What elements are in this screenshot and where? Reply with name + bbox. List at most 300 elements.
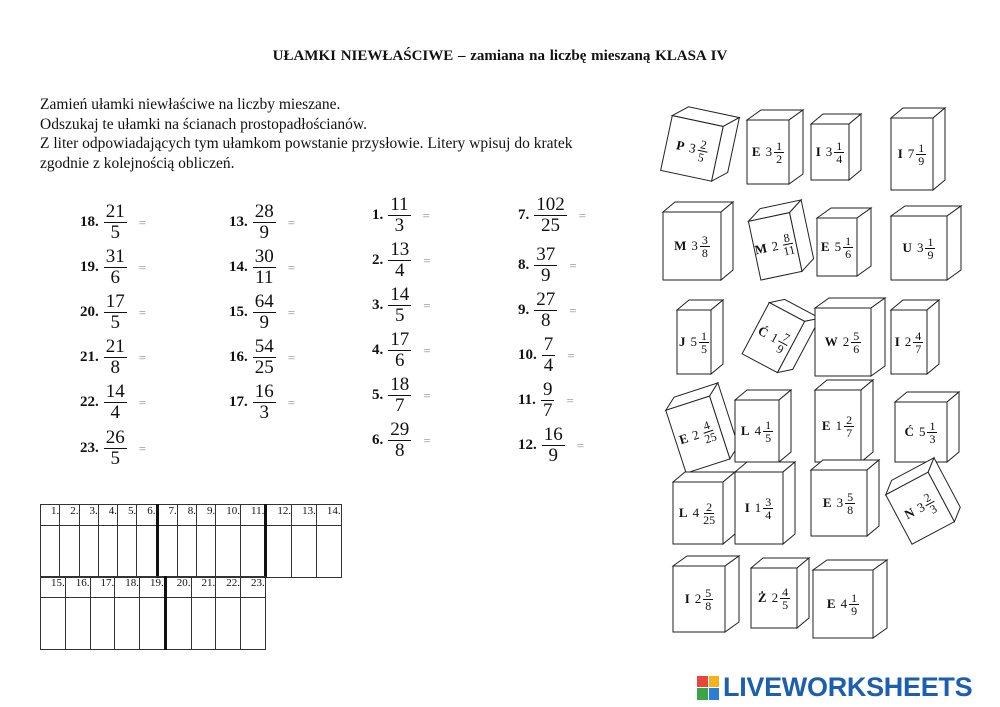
cuboid-face — [663, 212, 721, 280]
mixed-whole: 2 — [904, 334, 912, 349]
fraction-numerator: 21 — [105, 201, 125, 222]
answer-letter-input[interactable] — [159, 526, 177, 577]
mixed-whole: 1 — [754, 500, 762, 515]
mixed-whole: 2 — [690, 426, 702, 443]
fraction-numerator: 4 — [782, 584, 789, 599]
fraction-numerator: 14 — [105, 381, 125, 402]
mixed-whole: 1 — [768, 329, 782, 346]
cuboid-letter: I — [684, 591, 690, 606]
answer-letter-input[interactable] — [317, 526, 341, 577]
fraction-numerator: 9 — [542, 379, 553, 400]
cuboid — [663, 202, 733, 280]
cuboid-face — [891, 310, 927, 374]
mixed-whole: 4 — [840, 596, 848, 611]
mixed-fraction — [913, 330, 923, 355]
page-title: UŁAMKI NIEWŁAŚCIWE – zamiana na liczbę mieszaną KLASA IV — [272, 48, 728, 64]
improper-fraction — [534, 290, 557, 331]
improper-fraction — [253, 337, 276, 378]
improper-fraction — [542, 335, 556, 376]
answer-cell-label: 20. — [165, 577, 191, 598]
mixed-whole: 4 — [754, 423, 762, 438]
answer-cell-label: 23. — [241, 577, 266, 598]
fraction-numerator: 1 — [927, 234, 934, 249]
problem-item — [518, 245, 577, 286]
cuboid-face — [895, 402, 947, 462]
equals-sign: = — [423, 342, 431, 358]
equals-sign: = — [138, 214, 147, 230]
fraction-numerator: 5 — [847, 489, 854, 504]
fraction-denominator: 9 — [259, 222, 269, 243]
cuboid-letter: N — [901, 504, 918, 523]
improper-fraction — [104, 292, 127, 333]
cuboid-letter: I — [894, 334, 900, 349]
fraction-denominator: 7 — [395, 395, 405, 416]
mixed-fraction — [763, 419, 773, 444]
mixed-whole: 3 — [914, 499, 928, 516]
improper-fraction — [104, 428, 127, 469]
answer-letter-input[interactable] — [178, 526, 196, 577]
cuboid-face — [891, 216, 947, 280]
fraction-numerator: 11 — [390, 194, 409, 215]
fraction-numerator: 1 — [701, 328, 707, 343]
cuboid-letter: Ż — [757, 590, 767, 605]
problem-item — [80, 337, 146, 378]
answer-box — [191, 598, 216, 650]
mixed-fraction — [703, 587, 713, 612]
improper-fraction — [253, 202, 276, 243]
problem-number: 20. — [80, 304, 99, 320]
equals-sign: = — [566, 392, 574, 408]
cuboid — [663, 383, 742, 473]
problem-item — [372, 420, 431, 461]
fraction-denominator: 9 — [851, 603, 858, 618]
fraction-denominator: 2 — [776, 151, 783, 166]
answer-cell-label: 7. — [157, 505, 177, 526]
cuboid — [661, 104, 740, 184]
problem-number: 5. — [372, 387, 384, 403]
problem-item — [80, 382, 146, 423]
fraction-numerator: 1 — [845, 233, 852, 248]
improper-fraction — [388, 195, 410, 236]
mixed-fraction — [763, 496, 773, 521]
fraction-denominator: 9 — [918, 153, 925, 168]
answer-letter-input[interactable] — [60, 526, 78, 577]
fraction-numerator: 1 — [929, 418, 936, 433]
fraction-denominator: 3 — [394, 215, 405, 236]
fraction-numerator: 4 — [701, 417, 712, 433]
problem-number: 9. — [518, 302, 530, 318]
answer-box — [79, 526, 98, 578]
fraction-numerator: 102 — [536, 194, 565, 215]
fraction-numerator: 17 — [105, 291, 125, 312]
answer-box — [165, 598, 191, 650]
answer-box — [216, 526, 241, 578]
cuboid — [895, 392, 959, 462]
equals-sign: = — [138, 259, 147, 275]
fraction-numerator: 27 — [536, 289, 556, 310]
answer-cell-label: 17. — [90, 577, 115, 598]
mixed-fraction — [834, 140, 844, 165]
fraction-numerator: 5 — [705, 585, 712, 600]
cuboid — [677, 300, 723, 374]
cuboid-face — [817, 218, 857, 276]
answer-letter-input[interactable] — [80, 526, 98, 577]
cuboid-letter: E — [822, 495, 832, 510]
fraction-denominator: 5 — [782, 597, 789, 612]
cuboid-face — [815, 308, 871, 376]
answer-letter-input[interactable] — [41, 598, 65, 649]
fraction-numerator: 30 — [254, 246, 274, 267]
cuboid-face — [813, 570, 873, 638]
cuboid — [673, 472, 735, 544]
equals-sign: = — [569, 257, 577, 273]
answer-cell-label: 5. — [118, 505, 137, 526]
fraction-numerator: 2 — [846, 412, 853, 427]
problem-number: 23. — [80, 440, 99, 456]
answer-letter-input[interactable] — [91, 598, 115, 649]
cuboid-face — [815, 390, 861, 462]
problem-number: 11. — [518, 392, 536, 408]
fraction-denominator: 3 — [927, 501, 940, 517]
answer-cell-label: 2. — [60, 505, 79, 526]
answer-letter-input[interactable] — [137, 526, 155, 577]
fraction-numerator: 1 — [765, 417, 772, 432]
problem-item — [518, 195, 586, 236]
mixed-fraction — [843, 235, 853, 260]
problem-item — [372, 375, 431, 416]
fraction-numerator: 2 — [699, 136, 709, 152]
problem-number: 18. — [80, 214, 99, 230]
problem-item — [229, 337, 295, 378]
answer-box — [98, 526, 117, 578]
fraction-denominator: 8 — [541, 310, 551, 331]
equals-sign: = — [423, 297, 431, 313]
problem-item — [518, 380, 574, 421]
problem-item — [80, 247, 146, 288]
equals-sign: = — [578, 207, 587, 223]
answer-letter-input[interactable] — [216, 598, 240, 649]
mixed-whole: 2 — [771, 590, 779, 605]
answer-cell-label: 16. — [65, 577, 90, 598]
answer-letter-input[interactable] — [115, 598, 139, 649]
equals-sign: = — [287, 214, 296, 230]
answer-letter-input[interactable] — [66, 598, 90, 649]
fraction-denominator: 5 — [110, 222, 120, 243]
fraction-denominator: 8 — [395, 440, 405, 461]
answer-letter-input[interactable] — [241, 598, 265, 649]
answer-cell-label: 18. — [115, 577, 140, 598]
problem-number: 22. — [80, 394, 99, 410]
problem-item — [372, 330, 431, 371]
fraction-denominator: 3 — [259, 402, 269, 423]
fraction-denominator: 8 — [701, 245, 708, 260]
problem-number: 14. — [229, 259, 248, 275]
equals-sign: = — [423, 252, 431, 268]
mixed-fraction — [845, 491, 855, 516]
fraction-numerator: 1 — [776, 138, 783, 153]
fraction-denominator: 6 — [395, 350, 405, 371]
problem-item — [229, 292, 295, 333]
cuboid — [811, 460, 879, 536]
cuboid — [742, 294, 820, 378]
fraction-denominator: 9 — [541, 265, 551, 286]
answer-letter-input[interactable] — [197, 526, 215, 577]
fraction-numerator: 21 — [105, 336, 125, 357]
equals-sign: = — [138, 440, 147, 456]
instruction-line: Z liter odpowiadających tym ułamkom powstanie przysłowie. Litery wpisuj do kratek — [40, 135, 573, 152]
cuboid-letter: E — [820, 239, 830, 254]
fraction-numerator: 37 — [536, 244, 556, 265]
mixed-whole: 2 — [694, 591, 702, 606]
problem-item — [518, 290, 577, 331]
mixed-fraction — [844, 414, 854, 439]
fraction-denominator: 6 — [845, 246, 852, 261]
problem-number: 4. — [372, 342, 384, 358]
cuboid-letter: M — [753, 240, 769, 258]
answer-letter-input[interactable] — [118, 526, 136, 577]
mixed-fraction — [851, 330, 861, 355]
cuboid — [746, 200, 815, 280]
improper-fraction — [104, 382, 127, 423]
cuboid — [815, 298, 885, 376]
cuboid-face — [673, 482, 723, 544]
fraction-numerator: 1 — [851, 590, 858, 605]
cuboid-letter: E — [826, 596, 836, 611]
cuboid-letter: E — [821, 418, 831, 433]
equals-sign: = — [567, 347, 575, 363]
cuboid-letter: W — [824, 334, 838, 349]
cuboid-letter: L — [678, 505, 688, 520]
answer-cell-label: 6. — [137, 505, 157, 526]
fraction-denominator: 4 — [395, 260, 405, 281]
problem-number: 3. — [372, 297, 384, 313]
answer-box — [115, 598, 140, 650]
cuboid-letter: I — [744, 500, 750, 515]
fraction-numerator: 2 — [921, 489, 934, 505]
improper-fraction — [534, 195, 567, 236]
answer-cell-label: 13. — [292, 505, 317, 526]
equals-sign: = — [138, 304, 147, 320]
fraction-denominator: 7 — [915, 341, 922, 356]
cuboid — [881, 458, 965, 544]
answer-letter-input[interactable] — [192, 598, 216, 649]
answer-grid-row-2 — [40, 576, 266, 650]
equals-sign: = — [287, 394, 296, 410]
mixed-fraction — [699, 330, 709, 355]
answer-box — [316, 526, 341, 578]
logo-mark-icon — [697, 676, 719, 700]
cuboid — [891, 206, 961, 280]
answer-box — [140, 598, 166, 650]
equals-sign: = — [138, 349, 147, 365]
mixed-fraction — [701, 501, 717, 526]
answer-cell-label: 22. — [216, 577, 241, 598]
fraction-denominator: 9 — [774, 341, 787, 357]
equals-sign: = — [576, 437, 585, 453]
cuboid-area — [655, 90, 1000, 660]
problem-item — [518, 335, 575, 376]
cuboid-letter: E — [751, 144, 761, 159]
instruction-line: Zamień ułamki niewłaściwe na liczby mieszane. — [40, 96, 341, 113]
fraction-numerator: 16 — [254, 381, 274, 402]
fraction-denominator: 5 — [765, 430, 772, 445]
improper-fraction — [253, 382, 276, 423]
answer-box — [266, 526, 292, 578]
problem-number: 15. — [229, 304, 248, 320]
fraction-denominator: 5 — [110, 448, 120, 469]
fraction-numerator: 14 — [390, 284, 410, 305]
fraction-denominator: 8 — [705, 598, 712, 613]
problem-item — [229, 382, 295, 423]
mixed-whole: 3 — [916, 240, 924, 255]
cuboid-face — [891, 118, 933, 190]
problem-item — [518, 425, 584, 466]
improper-fraction — [388, 285, 411, 326]
answer-cell-label: 3. — [79, 505, 98, 526]
improper-fraction — [253, 247, 276, 288]
answer-letter-input[interactable] — [292, 526, 316, 577]
cuboid-face — [751, 568, 797, 628]
mixed-fraction — [925, 236, 935, 261]
answer-letter-input[interactable] — [216, 526, 240, 577]
answer-box — [65, 598, 90, 650]
answer-letter-input[interactable] — [140, 598, 164, 649]
mixed-whole: 5 — [918, 424, 926, 439]
answer-box — [137, 526, 157, 578]
problem-item — [80, 202, 146, 243]
fraction-numerator: 5 — [853, 328, 860, 343]
fraction-denominator: 4 — [836, 151, 843, 166]
cuboid-letter: M — [674, 238, 687, 253]
cuboid-face — [673, 566, 725, 632]
problem-item — [372, 195, 430, 236]
cuboid-letter: J — [679, 334, 686, 349]
logo-text: LIVEWORKSHEETS — [723, 672, 973, 702]
answer-letter-input[interactable] — [267, 526, 291, 577]
mixed-whole: 1 — [835, 418, 843, 433]
mixed-fraction — [916, 142, 926, 167]
fraction-denominator: 9 — [548, 445, 558, 466]
answer-cell-label: 10. — [216, 505, 241, 526]
fraction-numerator: 16 — [543, 424, 563, 445]
problem-item — [80, 428, 146, 469]
improper-fraction — [541, 380, 555, 421]
answer-box — [157, 526, 177, 578]
instruction-line: zgodnie z kolejnością obliczeń. — [40, 154, 235, 172]
answer-letter-input[interactable] — [99, 526, 117, 577]
answer-letter-input[interactable] — [167, 598, 191, 649]
cuboid-face — [811, 124, 849, 180]
mixed-whole: 3 — [691, 238, 698, 253]
cuboid-face — [747, 120, 789, 184]
cuboid — [751, 558, 809, 628]
fraction-denominator: 5 — [110, 312, 120, 333]
fraction-denominator: 25 — [254, 357, 274, 378]
fraction-denominator: 3 — [929, 431, 936, 446]
answer-box — [241, 526, 266, 578]
fraction-numerator: 3 — [765, 494, 772, 509]
mixed-fraction — [700, 234, 710, 259]
improper-fraction — [104, 202, 127, 243]
fraction-denominator: 7 — [846, 425, 853, 440]
problem-number: 17. — [229, 394, 248, 410]
fraction-numerator: 17 — [390, 329, 410, 350]
answer-cell-label: 21. — [191, 577, 216, 598]
cuboid-letter: Ć — [904, 424, 914, 439]
problem-number: 16. — [229, 349, 248, 365]
problem-item — [372, 285, 431, 326]
improper-fraction — [388, 330, 411, 371]
fraction-numerator: 13 — [390, 239, 410, 260]
problem-number: 2. — [372, 252, 384, 268]
fraction-denominator: 9 — [259, 312, 269, 333]
fraction-denominator: 4 — [110, 402, 120, 423]
answer-letter-input[interactable] — [41, 526, 59, 577]
cuboid-letter: E — [677, 430, 691, 448]
fraction-numerator: 1 — [836, 138, 843, 153]
cuboid — [747, 110, 803, 184]
answer-box — [197, 526, 216, 578]
answer-box — [118, 526, 137, 578]
problem-number: 6. — [372, 432, 384, 448]
fraction-denominator: 5 — [696, 149, 706, 165]
cuboid — [673, 556, 739, 632]
fraction-numerator: 29 — [390, 419, 410, 440]
equals-sign: = — [423, 432, 431, 448]
cuboid-letter: I — [815, 144, 821, 159]
mixed-whole: 2 — [842, 334, 850, 349]
answer-cell-label: 1. — [41, 505, 60, 526]
fraction-denominator: 7 — [542, 400, 553, 421]
fraction-numerator: 3 — [701, 232, 708, 247]
answer-box — [216, 598, 241, 650]
cuboid-letter: P — [675, 137, 686, 154]
cuboid — [735, 462, 795, 544]
answer-box — [90, 598, 115, 650]
answer-cell-label: 19. — [140, 577, 166, 598]
improper-fraction — [104, 337, 127, 378]
problem-number: 12. — [518, 437, 537, 453]
liveworksheets-logo — [697, 672, 972, 703]
fraction-numerator: 2 — [706, 499, 713, 514]
fraction-denominator: 25 — [702, 428, 719, 446]
cuboid-letter: I — [897, 146, 903, 161]
fraction-denominator: 5 — [701, 341, 707, 356]
answer-box — [41, 598, 66, 650]
cuboid — [817, 208, 871, 276]
answer-cell-label: 8. — [177, 505, 196, 526]
equals-sign: = — [287, 304, 296, 320]
mixed-whole: 5 — [690, 334, 697, 349]
instruction-line: Odszukaj te ułamki na ścianach prostopadłościanów. — [40, 115, 367, 133]
mixed-fraction — [774, 140, 784, 165]
fraction-numerator: 4 — [915, 328, 922, 343]
answer-box — [177, 526, 196, 578]
mixed-whole: 4 — [692, 505, 700, 520]
fraction-numerator: 7 — [543, 334, 554, 355]
fraction-denominator: 4 — [543, 355, 554, 376]
mixed-fraction — [780, 586, 790, 611]
answer-letter-input[interactable] — [241, 526, 264, 577]
fraction-denominator: 4 — [765, 507, 772, 522]
fraction-denominator: 11 — [782, 241, 797, 259]
problem-number: 13. — [229, 214, 248, 230]
equals-sign: = — [569, 302, 577, 318]
problem-number: 10. — [518, 347, 537, 363]
cuboid — [815, 380, 873, 462]
answer-grid-row-1 — [40, 504, 342, 578]
cuboid-face — [735, 400, 779, 462]
